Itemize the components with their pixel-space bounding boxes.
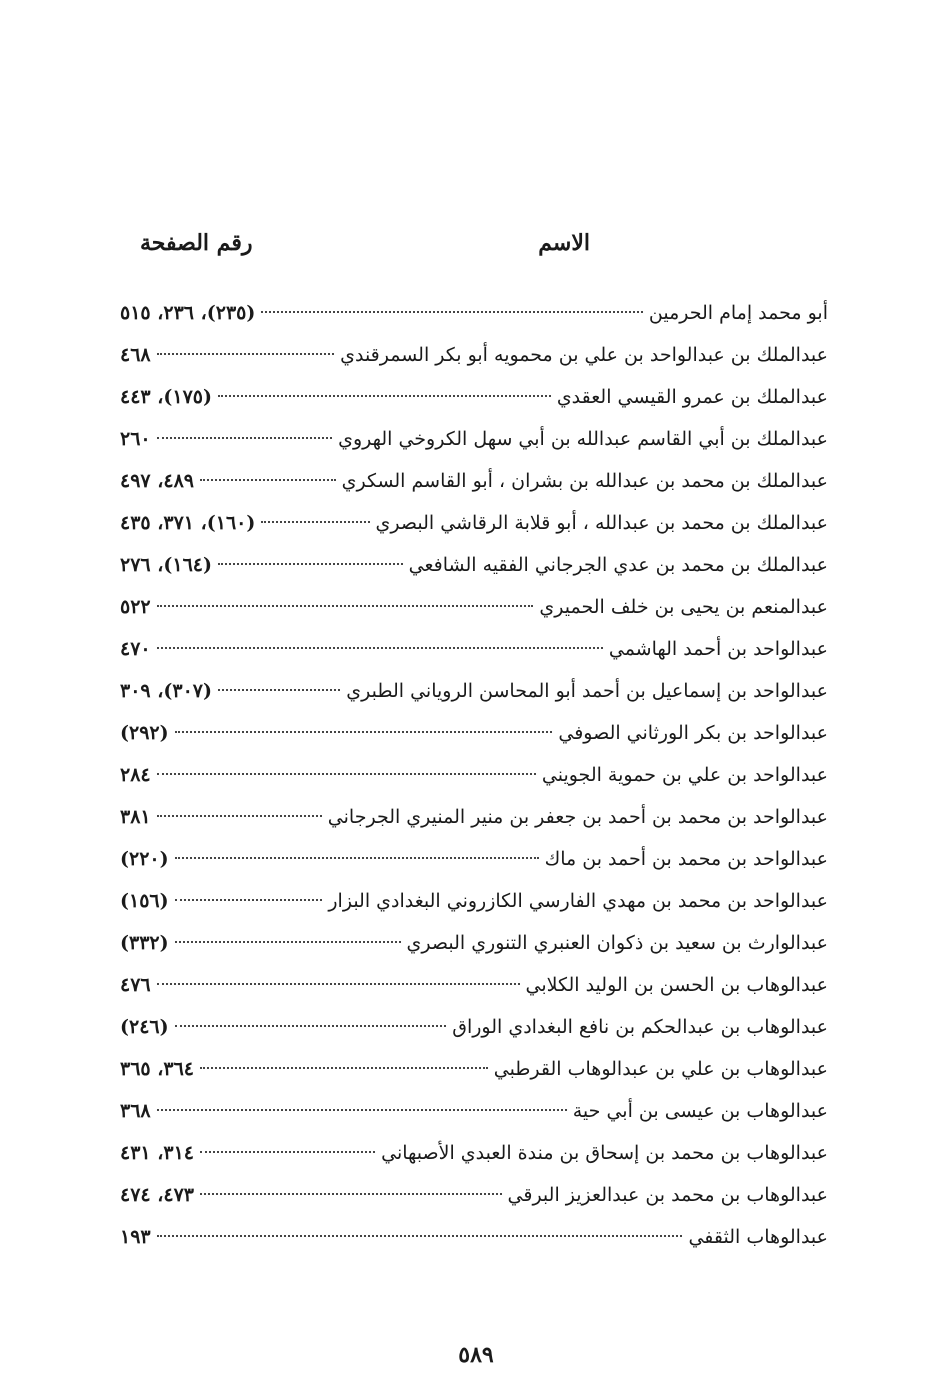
entry-name: عبدالملك بن عمرو القيسي العقدي: [556, 386, 828, 408]
index-entries-list: [120, 292, 828, 1258]
name-column-heading: الاسم: [538, 230, 590, 256]
entry-pages: ٤٦٨: [120, 344, 151, 366]
entry-pages: ٤٧٦: [120, 974, 151, 996]
entry-pages: ٤٧٣، ٤٧٤: [120, 1184, 194, 1206]
entry-name: عبدالملك بن عبدالواحد بن علي بن محمويه أبو بكر السمرقندي: [340, 344, 828, 366]
index-entry: [120, 1174, 828, 1216]
entry-name: عبدالواحد بن علي بن حموية الجويني: [541, 764, 828, 786]
entry-name: عبدالواحد بن بكر الورثاني الصوفي: [558, 722, 828, 744]
entry-name: عبدالوهاب الثقفي: [688, 1226, 828, 1248]
entry-pages: (٢٣٥)، ٢٣٦، ٥١٥: [120, 302, 256, 324]
dot-leader: [175, 1025, 447, 1027]
page-number-column-heading: رقم الصفحة: [140, 230, 253, 256]
entry-name: عبدالمنعم بن يحيى بن خلف الحميري: [539, 596, 828, 618]
dot-leader: [157, 437, 332, 439]
entry-name: عبدالوهاب بن الحسن بن الوليد الكلابي: [525, 974, 828, 996]
dot-leader: [200, 1151, 375, 1153]
dot-leader: [157, 1109, 567, 1111]
entry-name: عبدالملك بن محمد بن عدي الجرجاني الفقيه الشافعي: [408, 554, 828, 576]
entry-pages: ٣١٤، ٤٣١: [120, 1142, 194, 1164]
index-entry: [120, 1006, 828, 1048]
entry-pages: (١٥٦): [120, 890, 169, 912]
entry-name: عبدالوهاب بن علي بن عبدالوهاب القرطبي: [493, 1058, 828, 1080]
dot-leader: [175, 857, 539, 859]
entry-name: عبدالوارث بن سعيد بن ذكوان العنبري التنوري البصري: [406, 932, 828, 954]
entry-pages: (٣٣٢): [120, 932, 169, 954]
index-entry: [120, 334, 828, 376]
entry-name: عبدالواحد بن أحمد الهاشمي: [608, 638, 828, 660]
entry-name: عبدالوهاب بن محمد بن إسحاق بن مندة العبدي الأصبهاني: [381, 1142, 828, 1164]
index-entry: [120, 292, 828, 334]
entry-pages: (٢٤٦): [120, 1016, 169, 1038]
entry-pages: (١٦٠)، ٣٧١، ٤٣٥: [120, 512, 256, 534]
entry-pages: (٢٩٢): [120, 722, 169, 744]
entry-pages: ٢٦٠: [120, 428, 151, 450]
entry-pages: (٣٠٧)، ٣٠٩: [120, 680, 212, 702]
index-entry: [120, 1132, 828, 1174]
index-entry: [120, 1216, 828, 1258]
dot-leader: [218, 395, 551, 397]
dot-leader: [157, 647, 603, 649]
dot-leader: [157, 773, 536, 775]
index-entry: [120, 754, 828, 796]
entry-pages: ٤٨٩، ٤٩٧: [120, 470, 194, 492]
index-entry: [120, 1090, 828, 1132]
index-entry: [120, 880, 828, 922]
index-entry: [120, 670, 828, 712]
entry-name: عبدالواحد بن محمد بن مهدي الفارسي الكازروني البغدادي البزار: [328, 890, 828, 912]
index-entry: [120, 460, 828, 502]
entry-pages: (٢٢٠): [120, 848, 169, 870]
entry-name: عبدالوهاب بن عيسى بن أبي حية: [572, 1100, 828, 1122]
entry-name: عبدالوهاب بن عبدالحكم بن نافع البغدادي الوراق: [452, 1016, 828, 1038]
entry-pages: (١٧٥)، ٤٤٣: [120, 386, 212, 408]
entry-name: أبو محمد إمام الحرمين: [648, 302, 828, 324]
dot-leader: [261, 521, 369, 523]
dot-leader: [200, 479, 336, 481]
entry-name: عبدالواحد بن محمد بن أحمد بن جعفر بن منير المنيري الجرجاني: [327, 806, 828, 828]
entry-name: عبدالملك بن محمد بن عبدالله بن بشران ، أبو القاسم السكري: [341, 470, 828, 492]
index-entry: [120, 418, 828, 460]
entry-pages: ٢٨٤: [120, 764, 151, 786]
dot-leader: [218, 563, 403, 565]
entry-pages: ٥٢٢: [120, 596, 151, 618]
dot-leader: [261, 311, 643, 313]
dot-leader: [175, 731, 553, 733]
dot-leader: [157, 983, 520, 985]
entry-name: عبدالوهاب بن محمد بن عبدالعزيز البرقي: [507, 1184, 828, 1206]
entry-name: عبدالواحد بن محمد بن أحمد بن ماك: [544, 848, 828, 870]
entry-pages: ١٩٣: [120, 1226, 151, 1248]
index-entry: [120, 922, 828, 964]
dot-leader: [157, 815, 322, 817]
index-entry: [120, 544, 828, 586]
page-number: ٥٨٩: [458, 1342, 494, 1368]
index-entry: [120, 712, 828, 754]
entry-name: عبدالملك بن محمد بن عبدالله ، أبو قلابة الرقاشي البصري: [375, 512, 828, 534]
dot-leader: [200, 1067, 488, 1069]
index-header: [120, 220, 840, 264]
dot-leader: [175, 941, 401, 943]
entry-name: عبدالملك بن أبي القاسم عبدالله بن أبي سهل الكروخي الهروي: [338, 428, 828, 450]
index-entry: [120, 964, 828, 1006]
entry-name: عبدالواحد بن إسماعيل بن أحمد أبو المحاسن الروياني الطبري: [346, 680, 828, 702]
entry-pages: (١٦٤)، ٢٧٦: [120, 554, 212, 576]
index-entry: [120, 628, 828, 670]
entry-pages: ٣٨١: [120, 806, 151, 828]
index-entry: [120, 1048, 828, 1090]
dot-leader: [200, 1193, 502, 1195]
entry-pages: ٣٦٤، ٣٦٥: [120, 1058, 194, 1080]
dot-leader: [157, 353, 334, 355]
entry-pages: ٣٦٨: [120, 1100, 151, 1122]
index-entry: [120, 502, 828, 544]
dot-leader: [175, 899, 323, 901]
index-entry: [120, 586, 828, 628]
index-entry: [120, 838, 828, 880]
dot-leader: [218, 689, 340, 691]
index-entry: [120, 376, 828, 418]
entry-pages: ٤٧٠: [120, 638, 151, 660]
index-entry: [120, 796, 828, 838]
dot-leader: [157, 1235, 683, 1237]
dot-leader: [157, 605, 534, 607]
